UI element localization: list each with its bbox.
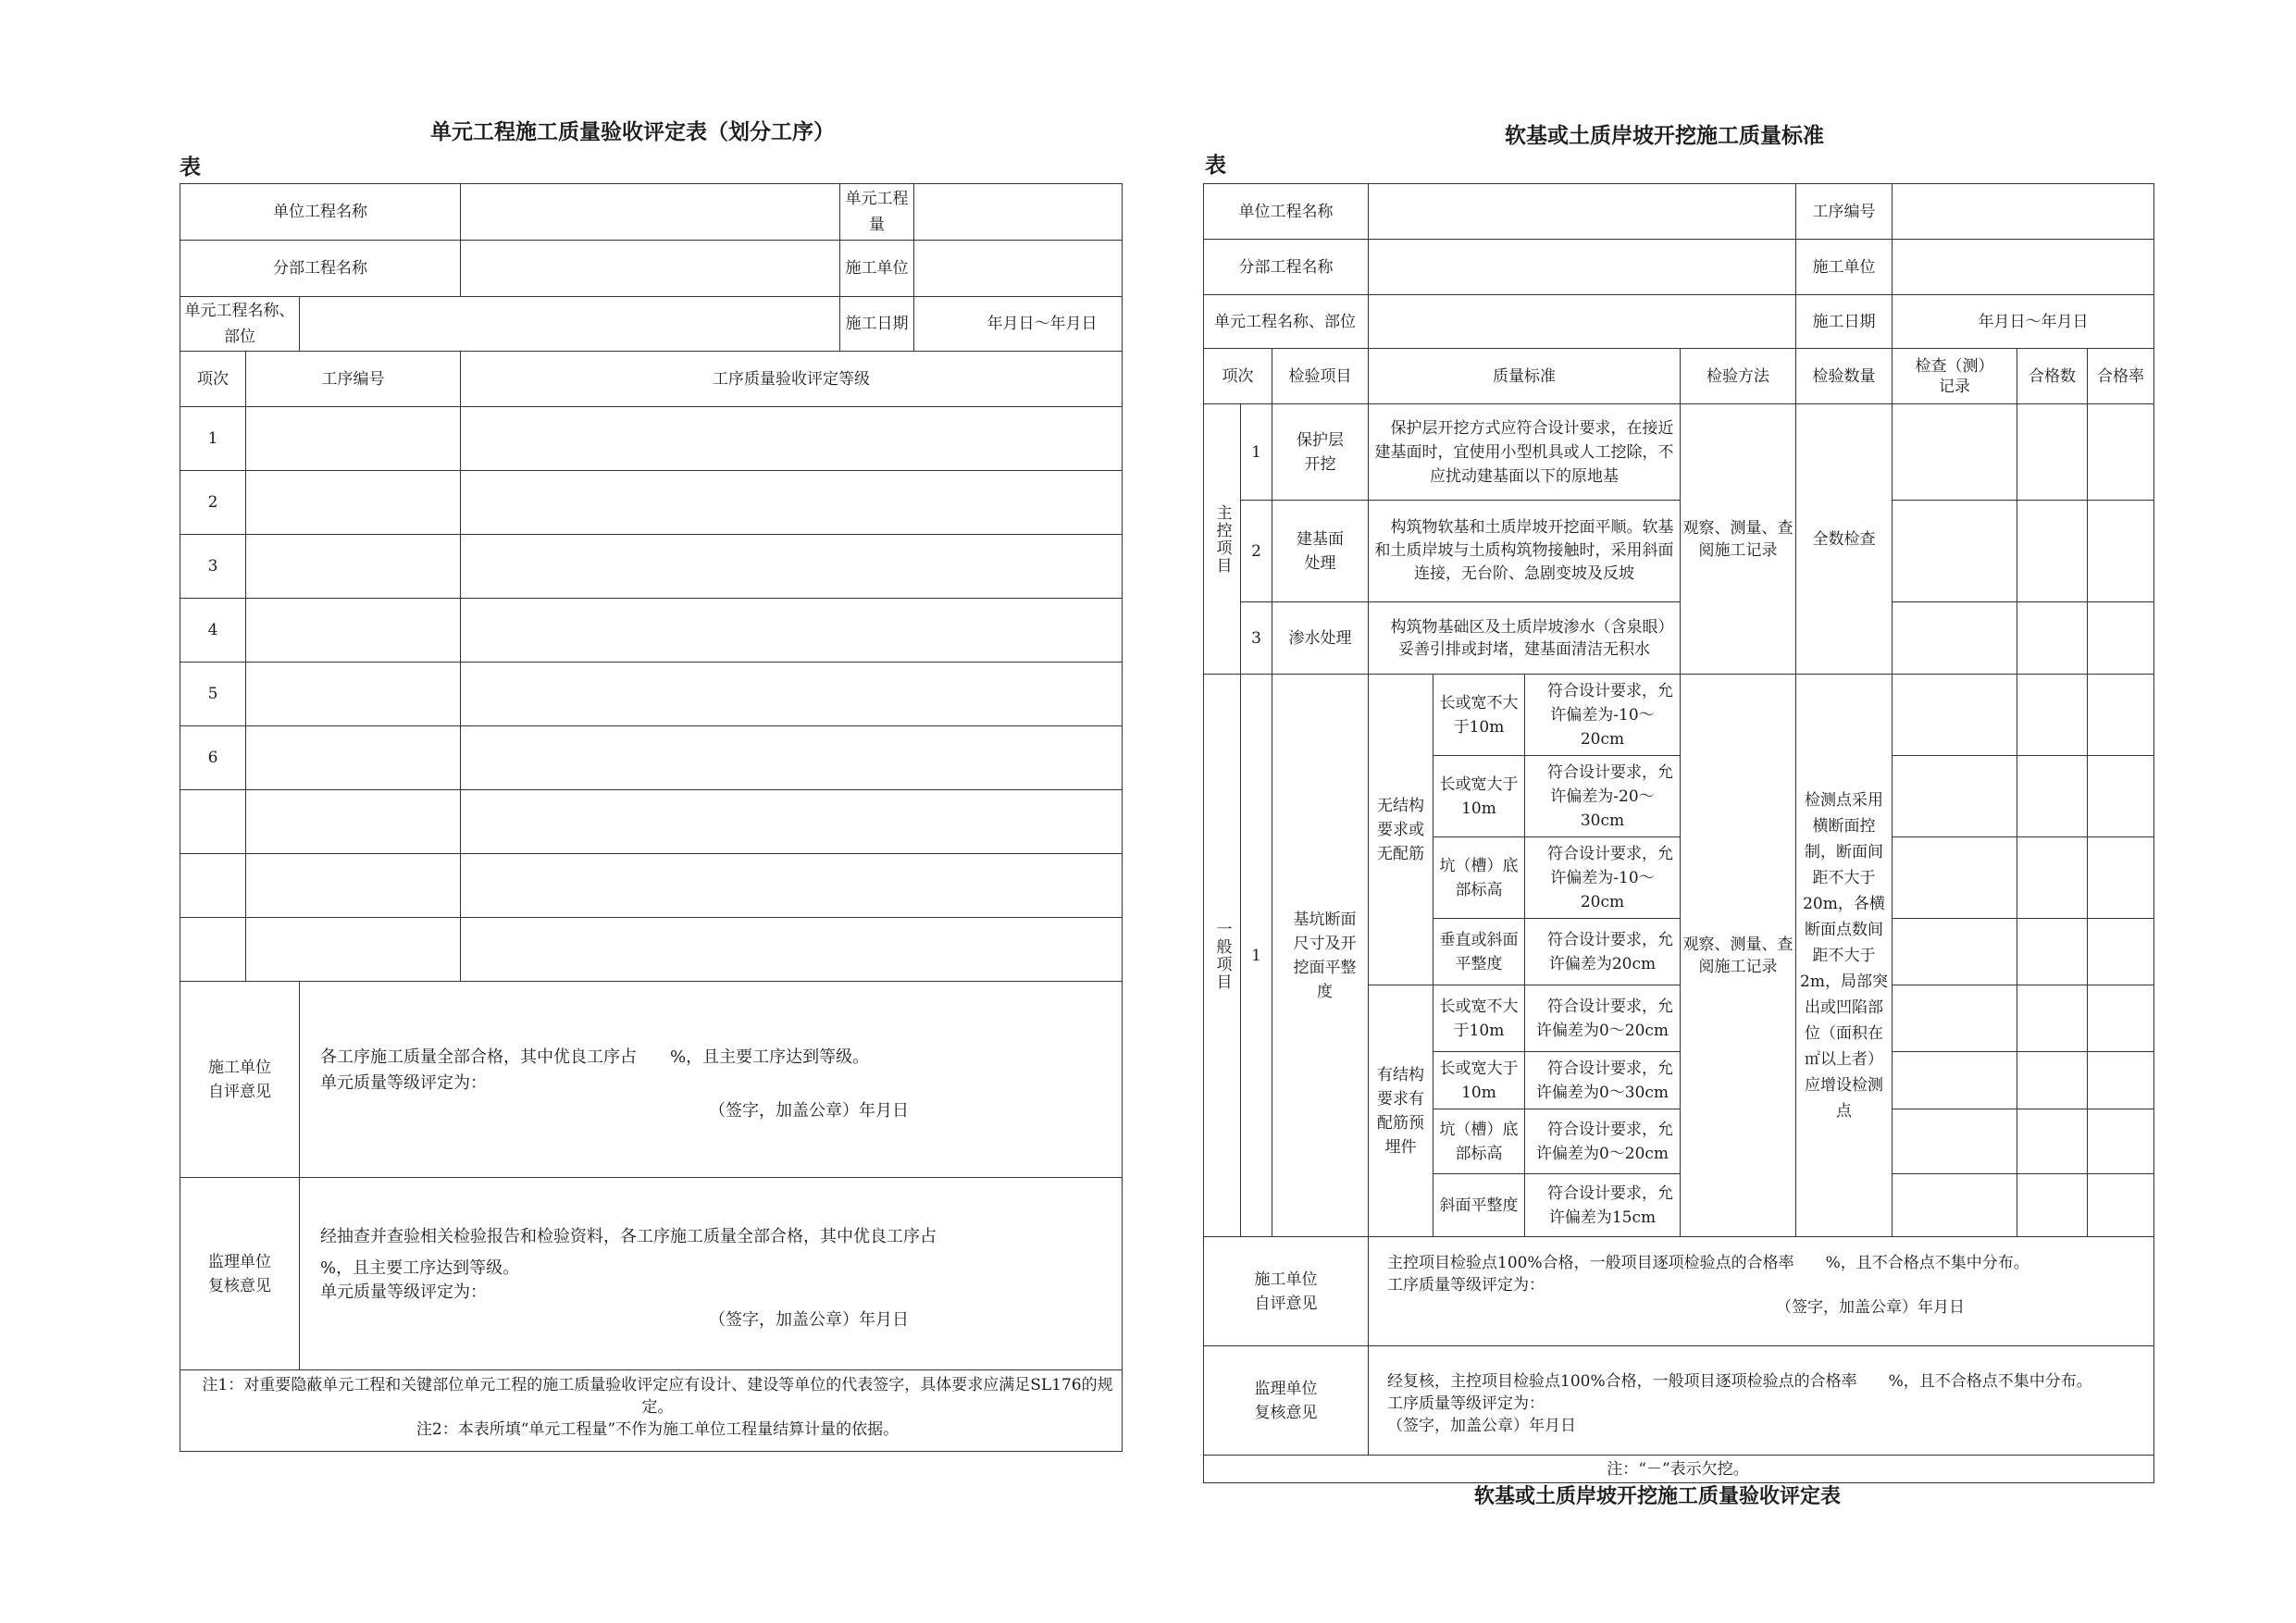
pass-count-cell[interactable] [2017, 837, 2088, 919]
pass-rate-cell[interactable] [2088, 919, 2154, 985]
left-notes: 注1：对重要隐蔽单元工程和关键部位单元工程的施工质量验收评定应有设计、建设等单位的代表签字，具体要求应满足SL176的规定。 注2：本表所填“单元工程量”不作为施工单位工程量结算计量的依据。 [180, 1370, 1123, 1452]
main-item-no: 1 [1241, 404, 1272, 501]
pass-count-cell[interactable] [2017, 1052, 2088, 1109]
r-self-line-2: 工序质量等级评定为： [1387, 1276, 1545, 1295]
pass-count-cell[interactable] [2017, 985, 2088, 1052]
main-method: 观察、测量、查阅施工记录 [1681, 404, 1796, 675]
general-group-b: 有结构要求有配筋预埋件 [1369, 985, 1433, 1237]
elem-name-label: 单元工程名称、部位 [180, 297, 300, 352]
right-title: 软基或土质岸坡开挖施工质量标准 [1505, 123, 1824, 148]
contractor-value[interactable] [914, 241, 1123, 297]
general-sub-standard: 符合设计要求，允许偏差为0～30cm [1525, 1052, 1681, 1109]
r-sup-line-1: 经复核，主控项目检验点100%合格，一般项目逐项检验点的合格率 %，且不合格点不集中分布。 [1387, 1372, 2092, 1391]
left-table-label: 表 [180, 155, 201, 180]
r-col-pass-rate: 合格率 [2088, 349, 2154, 404]
pass-count-cell[interactable] [2017, 756, 2088, 837]
supervisor-review-label: 监理单位 复核意见 [180, 1178, 300, 1370]
record-cell[interactable] [1893, 501, 2017, 602]
pass-rate-cell[interactable] [2088, 675, 2154, 756]
pass-count-cell[interactable] [2017, 1109, 2088, 1174]
supervisor-signature: （签字，加盖公章）年月日 [709, 1310, 909, 1330]
r-col-record: 检查（测） 记录 [1893, 349, 2017, 404]
row-index [180, 918, 246, 982]
general-sub-standard: 符合设计要求，允许偏差为0～20cm [1525, 1109, 1681, 1174]
general-sub-standard: 符合设计要求，允许偏差为-10～20cm [1525, 675, 1681, 756]
pass-count-cell[interactable] [2017, 404, 2088, 501]
r-sub-name-value[interactable] [1369, 240, 1796, 295]
r-supervisor-box[interactable] [1369, 1346, 2154, 1456]
right-bottom-title: 软基或土质岸坡开挖施工质量验收评定表 [1474, 1484, 1842, 1508]
supervisor-review-box[interactable] [300, 1178, 1123, 1370]
grade-cell[interactable] [461, 726, 1123, 790]
unit-qty-label: 单元工程量 [845, 190, 909, 234]
r-elem-name-value[interactable] [1369, 295, 1796, 349]
main-item-standard: 构筑物基础区及土质岸坡渗水（含泉眼）妥善引排或封堵，建基面清洁无积水 [1369, 602, 1681, 675]
r-col-qty: 检验数量 [1796, 349, 1893, 404]
r-elem-name-label: 单元工程名称、部位 [1204, 295, 1369, 349]
general-sub-standard: 符合设计要求，允许偏差为-20～30cm [1525, 756, 1681, 837]
general-item-name: 基坑断面尺寸及开挖面平整度 [1272, 675, 1369, 1237]
main-item-name: 建基面 处理 [1272, 501, 1369, 602]
row-index: 5 [180, 663, 246, 726]
main-item-standard: 构筑物软基和土质岸坡开挖面平顺。软基和土质岸坡与土质构筑物接触时，采用斜面连接，无台阶、急剧变坡及反坡 [1369, 501, 1681, 602]
pass-count-cell[interactable] [2017, 675, 2088, 756]
pass-count-cell[interactable] [2017, 919, 2088, 985]
grade-cell[interactable] [461, 663, 1123, 726]
pass-count-cell[interactable] [2017, 501, 2088, 602]
r-col-index: 项次 [1204, 349, 1272, 404]
row-index: 2 [180, 471, 246, 535]
general-group-a: 无结构要求或无配筋 [1369, 675, 1433, 985]
main-item-standard: 保护层开挖方式应符合设计要求，在接近建基面时，宜使用小型机具或人工挖除，不应扰动建基面以下的原地基 [1369, 404, 1681, 501]
process-no-cell[interactable] [246, 663, 461, 726]
process-no-cell[interactable] [246, 918, 461, 982]
grade-cell[interactable] [461, 790, 1123, 854]
process-no-cell[interactable] [246, 726, 461, 790]
grade-cell[interactable] [461, 599, 1123, 663]
r-proc-no-label: 工序编号 [1796, 184, 1893, 240]
process-no-cell[interactable] [246, 471, 461, 535]
date-label: 施工日期 [845, 315, 909, 333]
general-items-label: 一般项目 [1204, 675, 1241, 1237]
self-eval-line-2: 单元质量等级评定为： [320, 1073, 487, 1093]
row-index: 4 [180, 599, 246, 663]
r-sub-name-label: 分部工程名称 [1204, 240, 1369, 295]
general-sub-standard: 符合设计要求，允许偏差为0～20cm [1525, 985, 1681, 1052]
r-sup-line-2: 工序质量等级评定为： [1387, 1394, 1545, 1413]
r-supervisor-label: 监理单位 复核意见 [1204, 1346, 1369, 1456]
date-value[interactable]: 年月日～年月日 [914, 297, 1123, 352]
r-col-pass-count: 合格数 [2017, 349, 2088, 404]
row-index: 1 [180, 407, 246, 471]
unit-qty-value[interactable] [914, 184, 1123, 241]
process-no-cell[interactable] [246, 599, 461, 663]
general-sub-item: 斜面平整度 [1433, 1174, 1525, 1237]
pass-rate-cell[interactable] [2088, 837, 2154, 919]
pass-count-cell[interactable] [2017, 1174, 2088, 1237]
general-sub-item: 长或宽大于10m [1433, 756, 1525, 837]
self-eval-label: 施工单位 自评意见 [180, 982, 300, 1178]
general-qty: 检测点采用横断面控制，断面间距不大于20m，各横断面点数间距不大于2m，局部突出或凹陷部位（面积在㎡以上者）应增设检测点 [1796, 675, 1893, 1237]
self-eval-box[interactable] [300, 982, 1123, 1178]
row-index: 3 [180, 535, 246, 599]
r-self-line-1: 主控项目检验点100%合格，一般项目逐项检验点的合格率 %，且不合格点不集中分布。 [1387, 1254, 2029, 1272]
col-header-grade: 工序质量验收评定等级 [461, 352, 1123, 407]
r-contractor-label: 施工单位 [1796, 240, 1893, 295]
grade-cell[interactable] [461, 407, 1123, 471]
pass-rate-cell[interactable] [2088, 756, 2154, 837]
record-cell[interactable] [1893, 404, 2017, 501]
general-sub-standard: 符合设计要求，允许偏差为15cm [1525, 1174, 1681, 1237]
general-sub-standard: 符合设计要求，允许偏差为20cm [1525, 919, 1681, 985]
row-index [180, 854, 246, 918]
general-sub-item: 坑（槽）底部标高 [1433, 1109, 1525, 1174]
row-index [180, 790, 246, 854]
record-cell[interactable] [1893, 602, 2017, 675]
main-item-name: 保护层 开挖 [1272, 404, 1369, 501]
unit-name-label: 单位工程名称 [180, 184, 461, 241]
main-items-label: 主控项目 [1204, 404, 1241, 675]
main-item-name: 渗水处理 [1272, 602, 1369, 675]
supervisor-line-2: %，且主要工序达到等级。 [320, 1258, 520, 1278]
pass-count-cell[interactable] [2017, 602, 2088, 675]
record-cell[interactable] [1893, 675, 2017, 756]
r-self-eval-box[interactable] [1369, 1237, 2154, 1346]
record-cell[interactable] [1893, 837, 2017, 919]
pass-rate-cell[interactable] [2088, 602, 2154, 675]
main-item-no: 2 [1241, 501, 1272, 602]
pass-rate-cell[interactable] [2088, 404, 2154, 501]
general-sub-item: 长或宽不大于10m [1433, 675, 1525, 756]
record-cell[interactable] [1893, 1109, 2017, 1174]
general-item-no: 1 [1241, 675, 1272, 1237]
pass-rate-cell[interactable] [2088, 1174, 2154, 1237]
grade-cell[interactable] [461, 918, 1123, 982]
right-form-table [1203, 183, 2154, 1483]
r-col-method: 检验方法 [1681, 349, 1796, 404]
row-index: 6 [180, 726, 246, 790]
main-qty: 全数检查 [1796, 404, 1893, 675]
r-date-label: 施工日期 [1796, 295, 1893, 349]
record-cell[interactable] [1893, 756, 2017, 837]
r-proc-no-value[interactable] [1893, 184, 2154, 240]
col-header-index: 项次 [180, 352, 246, 407]
r-self-signature: （签字，加盖公章）年月日 [1776, 1298, 1965, 1317]
unit-name-value[interactable] [461, 184, 914, 241]
r-self-eval-label: 施工单位 自评意见 [1204, 1237, 1369, 1346]
record-cell[interactable] [1893, 1052, 2017, 1109]
process-no-cell[interactable] [246, 535, 461, 599]
r-unit-name-value[interactable] [1369, 184, 1796, 240]
record-cell[interactable] [1893, 919, 2017, 985]
self-eval-signature: （签字，加盖公章）年月日 [709, 1101, 909, 1121]
r-unit-name-label: 单位工程名称 [1204, 184, 1369, 240]
elem-name-value[interactable] [300, 297, 914, 352]
right-table-label: 表 [1205, 153, 1226, 178]
process-no-cell[interactable] [246, 854, 461, 918]
pass-rate-cell[interactable] [2088, 501, 2154, 602]
main-item-no: 3 [1241, 602, 1272, 675]
general-sub-item: 坑（槽）底部标高 [1433, 837, 1525, 919]
general-method: 观察、测量、查阅施工记录 [1681, 675, 1796, 1237]
record-cell[interactable] [1893, 1174, 2017, 1237]
general-sub-item: 垂直或斜面平整度 [1433, 919, 1525, 985]
process-no-cell[interactable] [246, 790, 461, 854]
right-note: 注：“－”表示欠挖。 [1204, 1456, 2154, 1483]
r-col-item: 检验项目 [1272, 349, 1369, 404]
general-sub-item: 长或宽大于10m [1433, 1052, 1525, 1109]
r-sup-signature: （签字，加盖公章）年月日 [1387, 1417, 1576, 1435]
pass-rate-cell[interactable] [2088, 985, 2154, 1052]
contractor-label: 施工单位 [845, 259, 909, 278]
col-header-process-no: 工序编号 [246, 352, 461, 407]
r-col-standard: 质量标准 [1369, 349, 1681, 404]
general-sub-item: 长或宽不大于10m [1433, 985, 1525, 1052]
supervisor-line-1: 经抽查并查验相关检验报告和检验资料，各工序施工质量全部合格，其中优良工序占 [320, 1227, 937, 1246]
pass-rate-cell[interactable] [2088, 1052, 2154, 1109]
record-cell[interactable] [1893, 985, 2017, 1052]
process-no-cell[interactable] [246, 407, 461, 471]
grade-cell[interactable] [461, 471, 1123, 535]
sub-name-label: 分部工程名称 [180, 241, 461, 297]
pass-rate-cell[interactable] [2088, 1109, 2154, 1174]
supervisor-line-3: 单元质量等级评定为： [320, 1282, 487, 1302]
self-eval-line-1: 各工序施工质量全部合格，其中优良工序占 %，且主要工序达到等级。 [320, 1047, 870, 1067]
general-sub-standard: 符合设计要求，允许偏差为-10～20cm [1525, 837, 1681, 919]
left-title: 单元工程施工质量验收评定表（划分工序） [430, 119, 835, 144]
grade-cell[interactable] [461, 854, 1123, 918]
r-contractor-value[interactable] [1893, 240, 2154, 295]
r-date-value[interactable]: 年月日～年月日 [1893, 295, 2154, 349]
left-form-table [180, 183, 1123, 1452]
grade-cell[interactable] [461, 535, 1123, 599]
sub-name-value[interactable] [461, 241, 914, 297]
